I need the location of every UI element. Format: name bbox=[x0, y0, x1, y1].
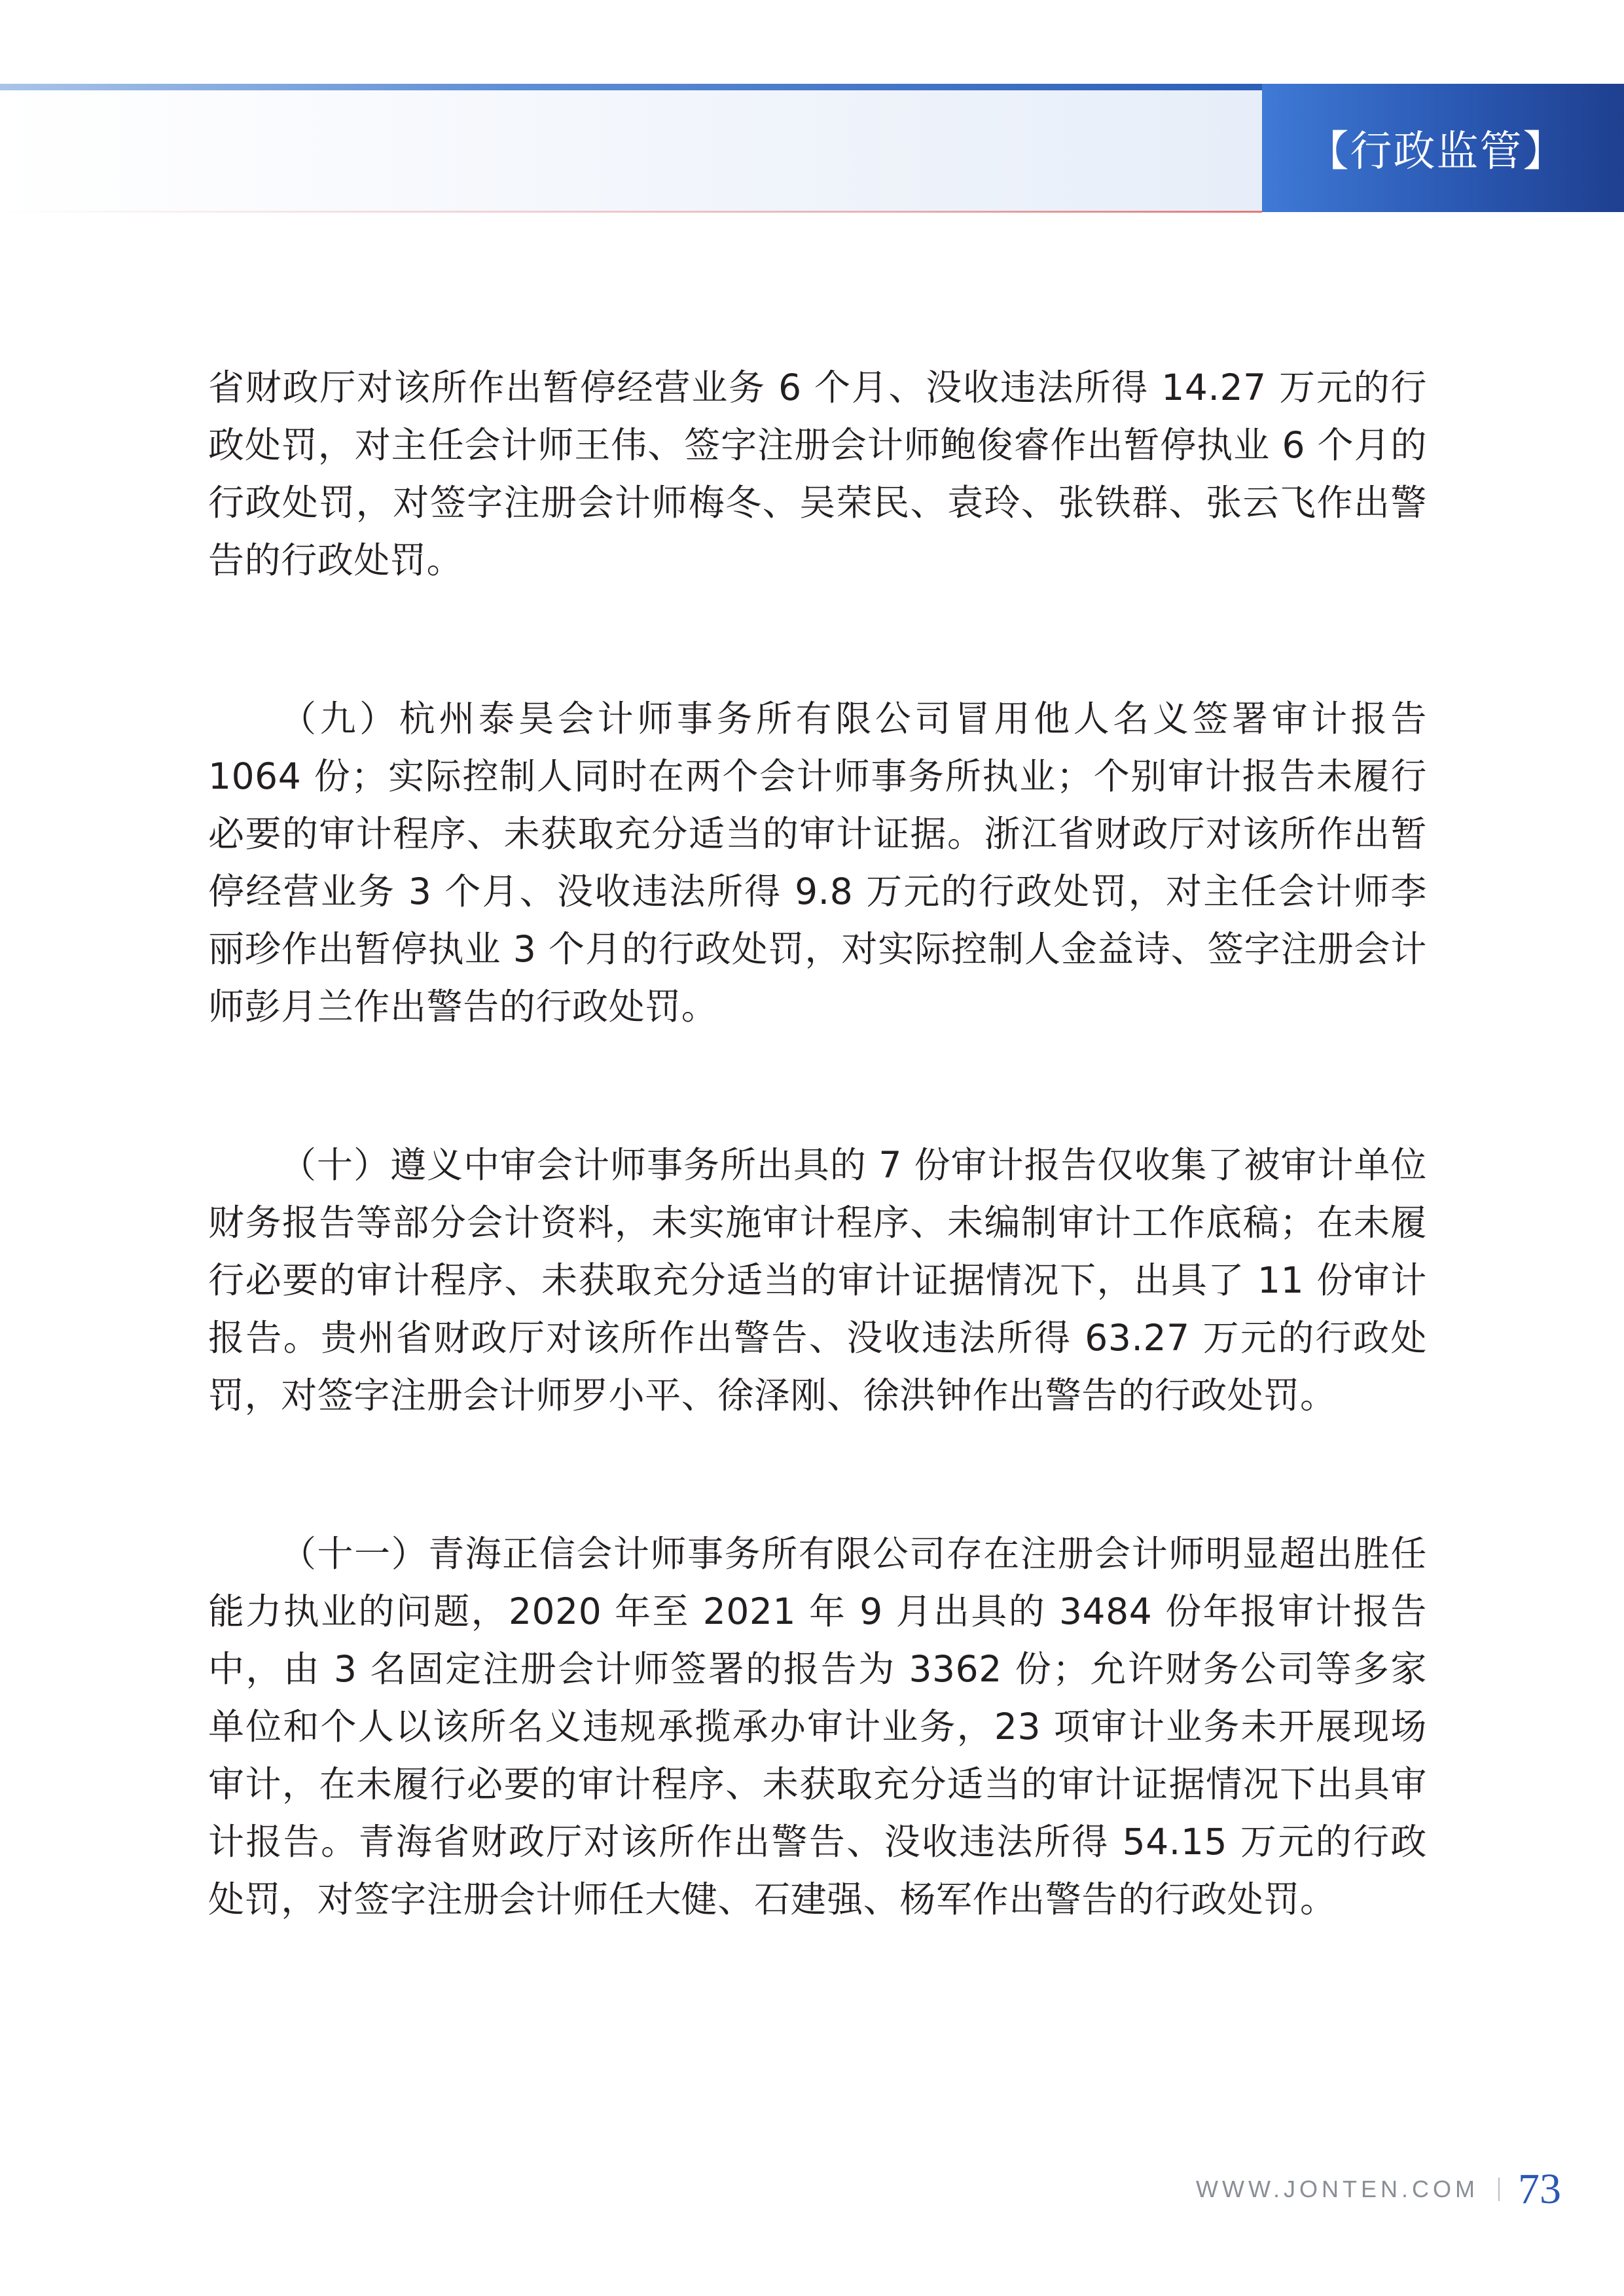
paragraph-item-9: （九）杭州泰昊会计师事务所有限公司冒用他人名义签署审计报告 1064 份；实际控制人同时在两个会计师事务所执业；个别审计报告未履行必要的审计程序、未获取充分适当的审计证据。浙江省财政厅对该所作出暂停经营业务 3 个月、没收违法所得 9.8 万元的行政处罚，对主任会计师李丽珍作出暂停执业 3 个月的行政处罚，对实际控制人金益诗、签字注册会计师彭月兰作出警告的行政处罚。 bbox=[208, 698, 1427, 1028]
paragraph-continuation: 省财政厅对该所作出暂停经营业务 6 个月、没收违法所得 14.27 万元的行政处罚，对主任会计师王伟、签字注册会计师鲍俊睿作出暂停执业 6 个月的行政处罚，对签字注册会计师梅冬、吴荣民、袁玲、张铁群、张云飞作出警告的行政处罚。 bbox=[208, 367, 1427, 581]
header-top-rule bbox=[0, 84, 1262, 90]
page-header-band bbox=[0, 90, 1262, 212]
paragraph-item-10: （十）遵义中审会计师事务所出具的 7 份审计报告仅收集了被审计单位财务报告等部分会计资料，未实施审计程序、未编制审计工作底稿；在未履行必要的审计程序、未获取充分适当的审计证据情况下，出具了 11 份审计报告。贵州省财政厅对该所作出警告、没收违法所得 63.27 万元的行政处罚，对签字注册会计师罗小平、徐泽刚、徐洪钟作出警告的行政处罚。 bbox=[208, 1144, 1427, 1416]
header-bottom-rule bbox=[0, 211, 1262, 213]
section-label: 【行政监管】 bbox=[1262, 84, 1624, 212]
website-url: WWW.JONTEN.COM bbox=[1196, 2176, 1479, 2202]
document-body bbox=[208, 359, 1427, 2029]
page-number: 73 bbox=[1518, 2165, 1561, 2213]
page-footer bbox=[1196, 2160, 1561, 2219]
footer-divider bbox=[1498, 2178, 1500, 2201]
paragraph-item-11: （十一）青海正信会计师事务所有限公司存在注册会计师明显超出胜任能力执业的问题，2020 年至 2021 年 9 月出具的 3484 份年报审计报告中，由 3 名固定注册会计师签署的报告为 3362 份；允许财务公司等多家单位和个人以该所名义违规承揽承办审计业务，23 项审计业务未开展现场审计，在未履行必要的审计程序、未获取充分适当的审计证据情况下出具审计报告。青海省财政厅对该所作出警告、没收违法所得 54.15 万元的行政处罚，对签字注册会计师任大健、石建强、杨军作出警告的行政处罚。 bbox=[208, 1533, 1427, 1920]
